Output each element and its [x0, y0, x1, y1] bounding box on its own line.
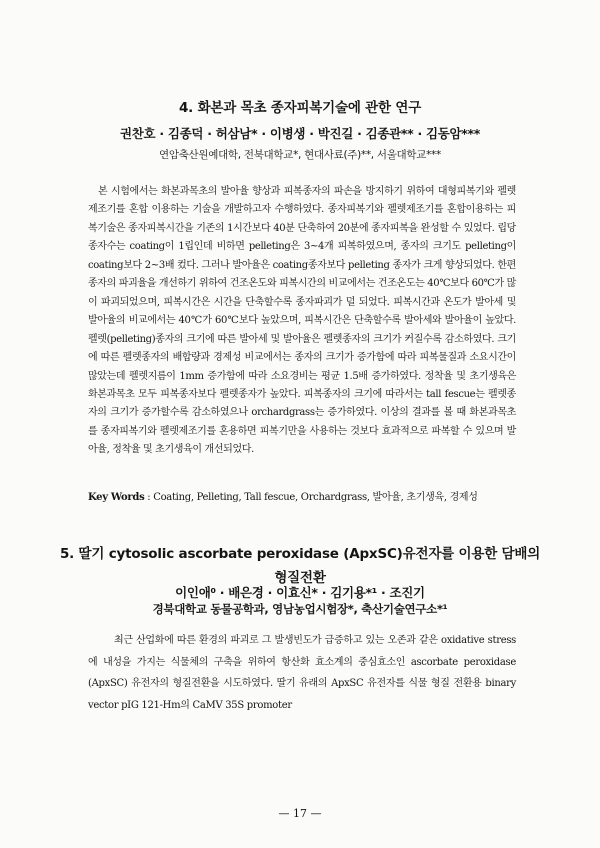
section-4-affiliation: 연암축산원예대학, 전북대학교*, 현대사료(주)**, 서울대학교***	[159, 149, 441, 161]
section-5-body: 최근 산업화에 따른 환경의 파괴로 그 발생빈도가 급증하고 있는 오존과 같은 oxidative stress에 내성을 가지는 식물체의 구축을 위하여 항산화 효소계의 중심효소인 ascorbate peroxidase (ApxSC) 유전자의 형질전환을 시도하였다. 딸기 유래의 ApxSC 유전자를 식물 형질 전환용 binary vector pIG 121-Hm의 CaMV 35S promoter	[88, 635, 516, 712]
section-4-title: 4. 화본과 목초 종자피복기술에 관한 연구	[178, 100, 422, 116]
page-number: — 17 —	[278, 807, 322, 820]
section-4-body: 본 시험에서는 화본과목초의 발아율 향상과 피복종자의 파손을 방지하기 위하여 대형피복기와 펠렛제조기를 혼합 이용하는 기술을 개발하고자 수행하였다. 종자피복기와 펠렛제조기를 혼합이용하는 피복기술은 종자피복시간을 기존의 1시간보다 40분 단축하여 20분에 종자피복을 완성할 수 있었다. 립당 종자수는 coating이 1립인데 비하면 pelleting은 3~4개 피복하였으며, 종자의 크기도 pelleting이 coating보다 2~3배 컸다. 그러나 발아율은 coating종자보다 pelleting 종자가 크게 향상되었다. 한편 종자의 파괴율을 개선하기 위하여 건조온도와 피복시간의 비교에서는 건조온도는 40℃보다 60℃가 많이 파괴되었으며, 피복시간은 시간을 단축할수록 종자파괴가 덜 되었다. 피복시간과 온도가 발아세 및 발아율의 비교에서는 40℃가 60℃보다 높았으며, 피복시간은 단축할수록 발아세와 발아율이 높았다. 펠렛(pelleting)종자의 크기에 따른 발아세 및 발아율은 펠렛종자의 크기가 커질수록 감소하였다. 크기에 따른 펠렛종자의 배합량과 경제성 비교에서는 종자의 크기가 증가함에 따라 피복물질과 소요시간이 많았는데 펠렛지름이 1mm 증가함에 따라 소요경비는 평균 1.5배 증가하였다. 정착율 및 초기생육은 화본과목초 모두 피복종자보다 펠렛종자가 높았다. 피복종자의 크기에 따라서는 tall fescue는 펠렛종자의 크기가 증가할수록 감소하였으나 orchardgrass는 증가하였다. 이상의 결과를 볼 때 화본과목초를 종자피복기와 펠렛제조기를 혼용하면 피복기만을 사용하는 것보다 효과적으로 파복할 수 있으며 발아율, 정착율 및 초기생육이 개선되었다.	[88, 186, 516, 456]
section-5-title-line2: 형질전환	[274, 570, 326, 586]
section-4-authors: 권찬호 · 김종덕 · 허삼남* · 이병생 · 박진길 · 김종관** · 김동암***	[119, 126, 480, 141]
keywords-list: : Coating, Pelleting, Tall fescue, Orchardgrass, 발아율, 초기생육, 경제성	[144, 492, 478, 503]
section-5-affiliation: 경북대학교 동물공학과, 영남농업시험장*, 축산기술연구소*¹	[152, 602, 448, 616]
section-4-keywords	[88, 488, 516, 503]
keywords-label: Key Words	[88, 492, 145, 503]
section-5-title-line1: 5. 딸기 cytosolic ascorbate peroxidase (ApxSC)유전자를 이용한 담배의	[59, 546, 541, 562]
section-5-authors: 이인애⁰ · 배은경 · 이효신* · 김기용*¹ · 조진기	[175, 585, 425, 600]
